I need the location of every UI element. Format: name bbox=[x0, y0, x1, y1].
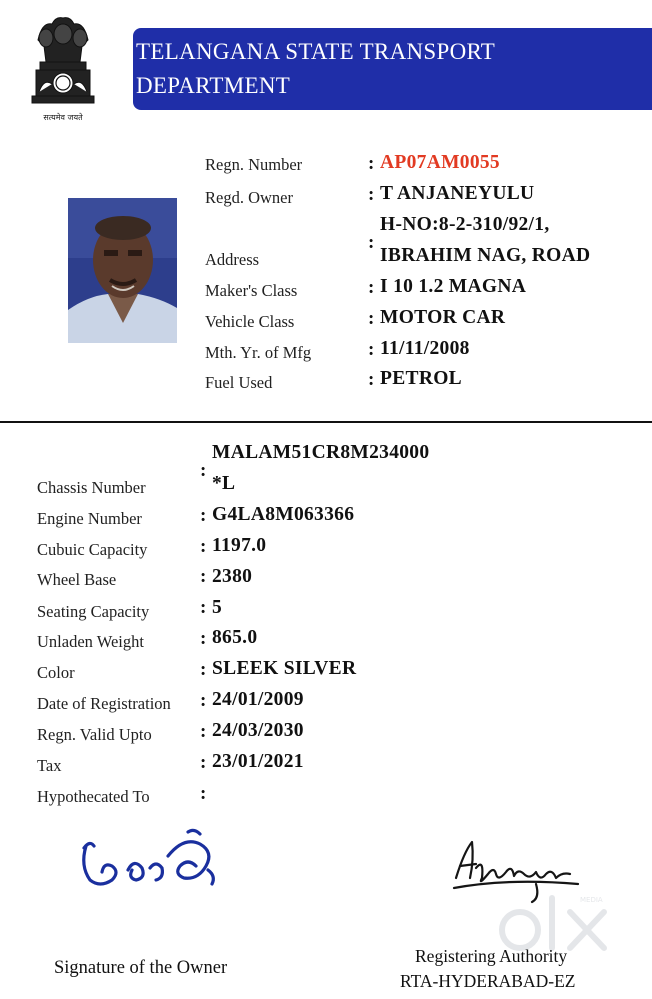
unladen-weight-label: Unladen Weight bbox=[37, 632, 144, 651]
department-title-line1: TELANGANA STATE TRANSPORT bbox=[136, 39, 496, 64]
makers-class-value: I 10 1.2 MAGNA bbox=[380, 276, 527, 297]
cubic-capacity-colon: : bbox=[200, 536, 207, 557]
makers-class-colon: : bbox=[368, 277, 375, 298]
regn-number-value: AP07AM0055 bbox=[380, 152, 500, 173]
registration-date-value: 24/01/2009 bbox=[212, 689, 304, 710]
mfg-date-colon: : bbox=[368, 339, 375, 360]
regd-owner-label: Regd. Owner bbox=[205, 188, 293, 207]
wheel-base-colon: : bbox=[200, 566, 207, 587]
wheel-base-label: Wheel Base bbox=[37, 570, 117, 589]
registration-date-label: Date of Registration bbox=[37, 694, 171, 713]
color-colon: : bbox=[200, 659, 207, 680]
regn-number-label: Regn. Number bbox=[205, 155, 303, 174]
regn-number-colon: : bbox=[368, 153, 375, 174]
hypothecated-to-colon: : bbox=[200, 783, 207, 804]
svg-text:MEDIA: MEDIA bbox=[580, 896, 603, 904]
section-divider bbox=[0, 421, 652, 423]
unladen-weight-value: 865.0 bbox=[212, 627, 258, 648]
regd-owner-value: T ANJANEYULU bbox=[380, 183, 535, 204]
state-emblem-icon bbox=[22, 12, 104, 124]
department-banner bbox=[133, 28, 652, 110]
address-colon: : bbox=[368, 232, 375, 253]
unladen-weight-colon: : bbox=[200, 628, 207, 649]
engine-number-value: G4LA8M063366 bbox=[212, 504, 355, 525]
chassis-number-label: Chassis Number bbox=[37, 478, 146, 497]
hypothecated-to-label: Hypothecated To bbox=[37, 787, 150, 806]
regn-valid-upto-colon: : bbox=[200, 721, 207, 742]
vehicle-class-colon: : bbox=[368, 308, 375, 329]
chassis-number-colon: : bbox=[200, 460, 207, 481]
seating-capacity-colon: : bbox=[200, 597, 207, 618]
tax-label: Tax bbox=[37, 756, 62, 775]
registering-authority-label: Registering Authority bbox=[415, 946, 568, 966]
engine-number-label: Engine Number bbox=[37, 509, 142, 528]
mfg-date-label: Mth. Yr. of Mfg bbox=[205, 343, 312, 362]
owner-signature-icon bbox=[76, 826, 226, 896]
chassis-number-line1: MALAM51CR8M234000 bbox=[212, 442, 430, 463]
regn-valid-upto-label: Regn. Valid Upto bbox=[37, 725, 152, 744]
color-label: Color bbox=[37, 663, 75, 682]
regd-owner-colon: : bbox=[368, 184, 375, 205]
tax-value: 23/01/2021 bbox=[212, 751, 304, 772]
owner-signature-label: Signature of the Owner bbox=[54, 958, 228, 978]
owner-photo bbox=[68, 198, 177, 343]
rta-office-label: RTA-HYDERABAD-EZ bbox=[400, 971, 576, 991]
regn-valid-upto-value: 24/03/2030 bbox=[212, 720, 304, 741]
color-value: SLEEK SILVER bbox=[212, 658, 357, 679]
cubic-capacity-value: 1197.0 bbox=[212, 535, 267, 556]
address-line2: IBRAHIM NAG, ROAD bbox=[380, 245, 591, 266]
mfg-date-value: 11/11/2008 bbox=[380, 338, 470, 359]
chassis-number-line2: *L bbox=[212, 473, 236, 494]
vehicle-class-label: Vehicle Class bbox=[205, 312, 295, 331]
emblem-caption: सत्यमेव जयते bbox=[43, 113, 83, 122]
cubic-capacity-label: Cubuic Capacity bbox=[37, 540, 148, 559]
address-line1: H-NO:8-2-310/92/1, bbox=[380, 214, 550, 235]
makers-class-label: Maker's Class bbox=[205, 281, 298, 300]
fuel-used-colon: : bbox=[368, 369, 375, 390]
department-title-line2: DEPARTMENT bbox=[136, 73, 291, 98]
wheel-base-value: 2380 bbox=[212, 566, 253, 587]
address-label: Address bbox=[205, 250, 260, 269]
seating-capacity-label: Seating Capacity bbox=[37, 602, 150, 621]
fuel-used-value: PETROL bbox=[380, 368, 462, 389]
vehicle-class-value: MOTOR CAR bbox=[380, 307, 506, 328]
registration-date-colon: : bbox=[200, 690, 207, 711]
engine-number-colon: : bbox=[200, 505, 207, 526]
seating-capacity-value: 5 bbox=[212, 597, 223, 618]
tax-colon: : bbox=[200, 752, 207, 773]
fuel-used-label: Fuel Used bbox=[205, 373, 273, 392]
